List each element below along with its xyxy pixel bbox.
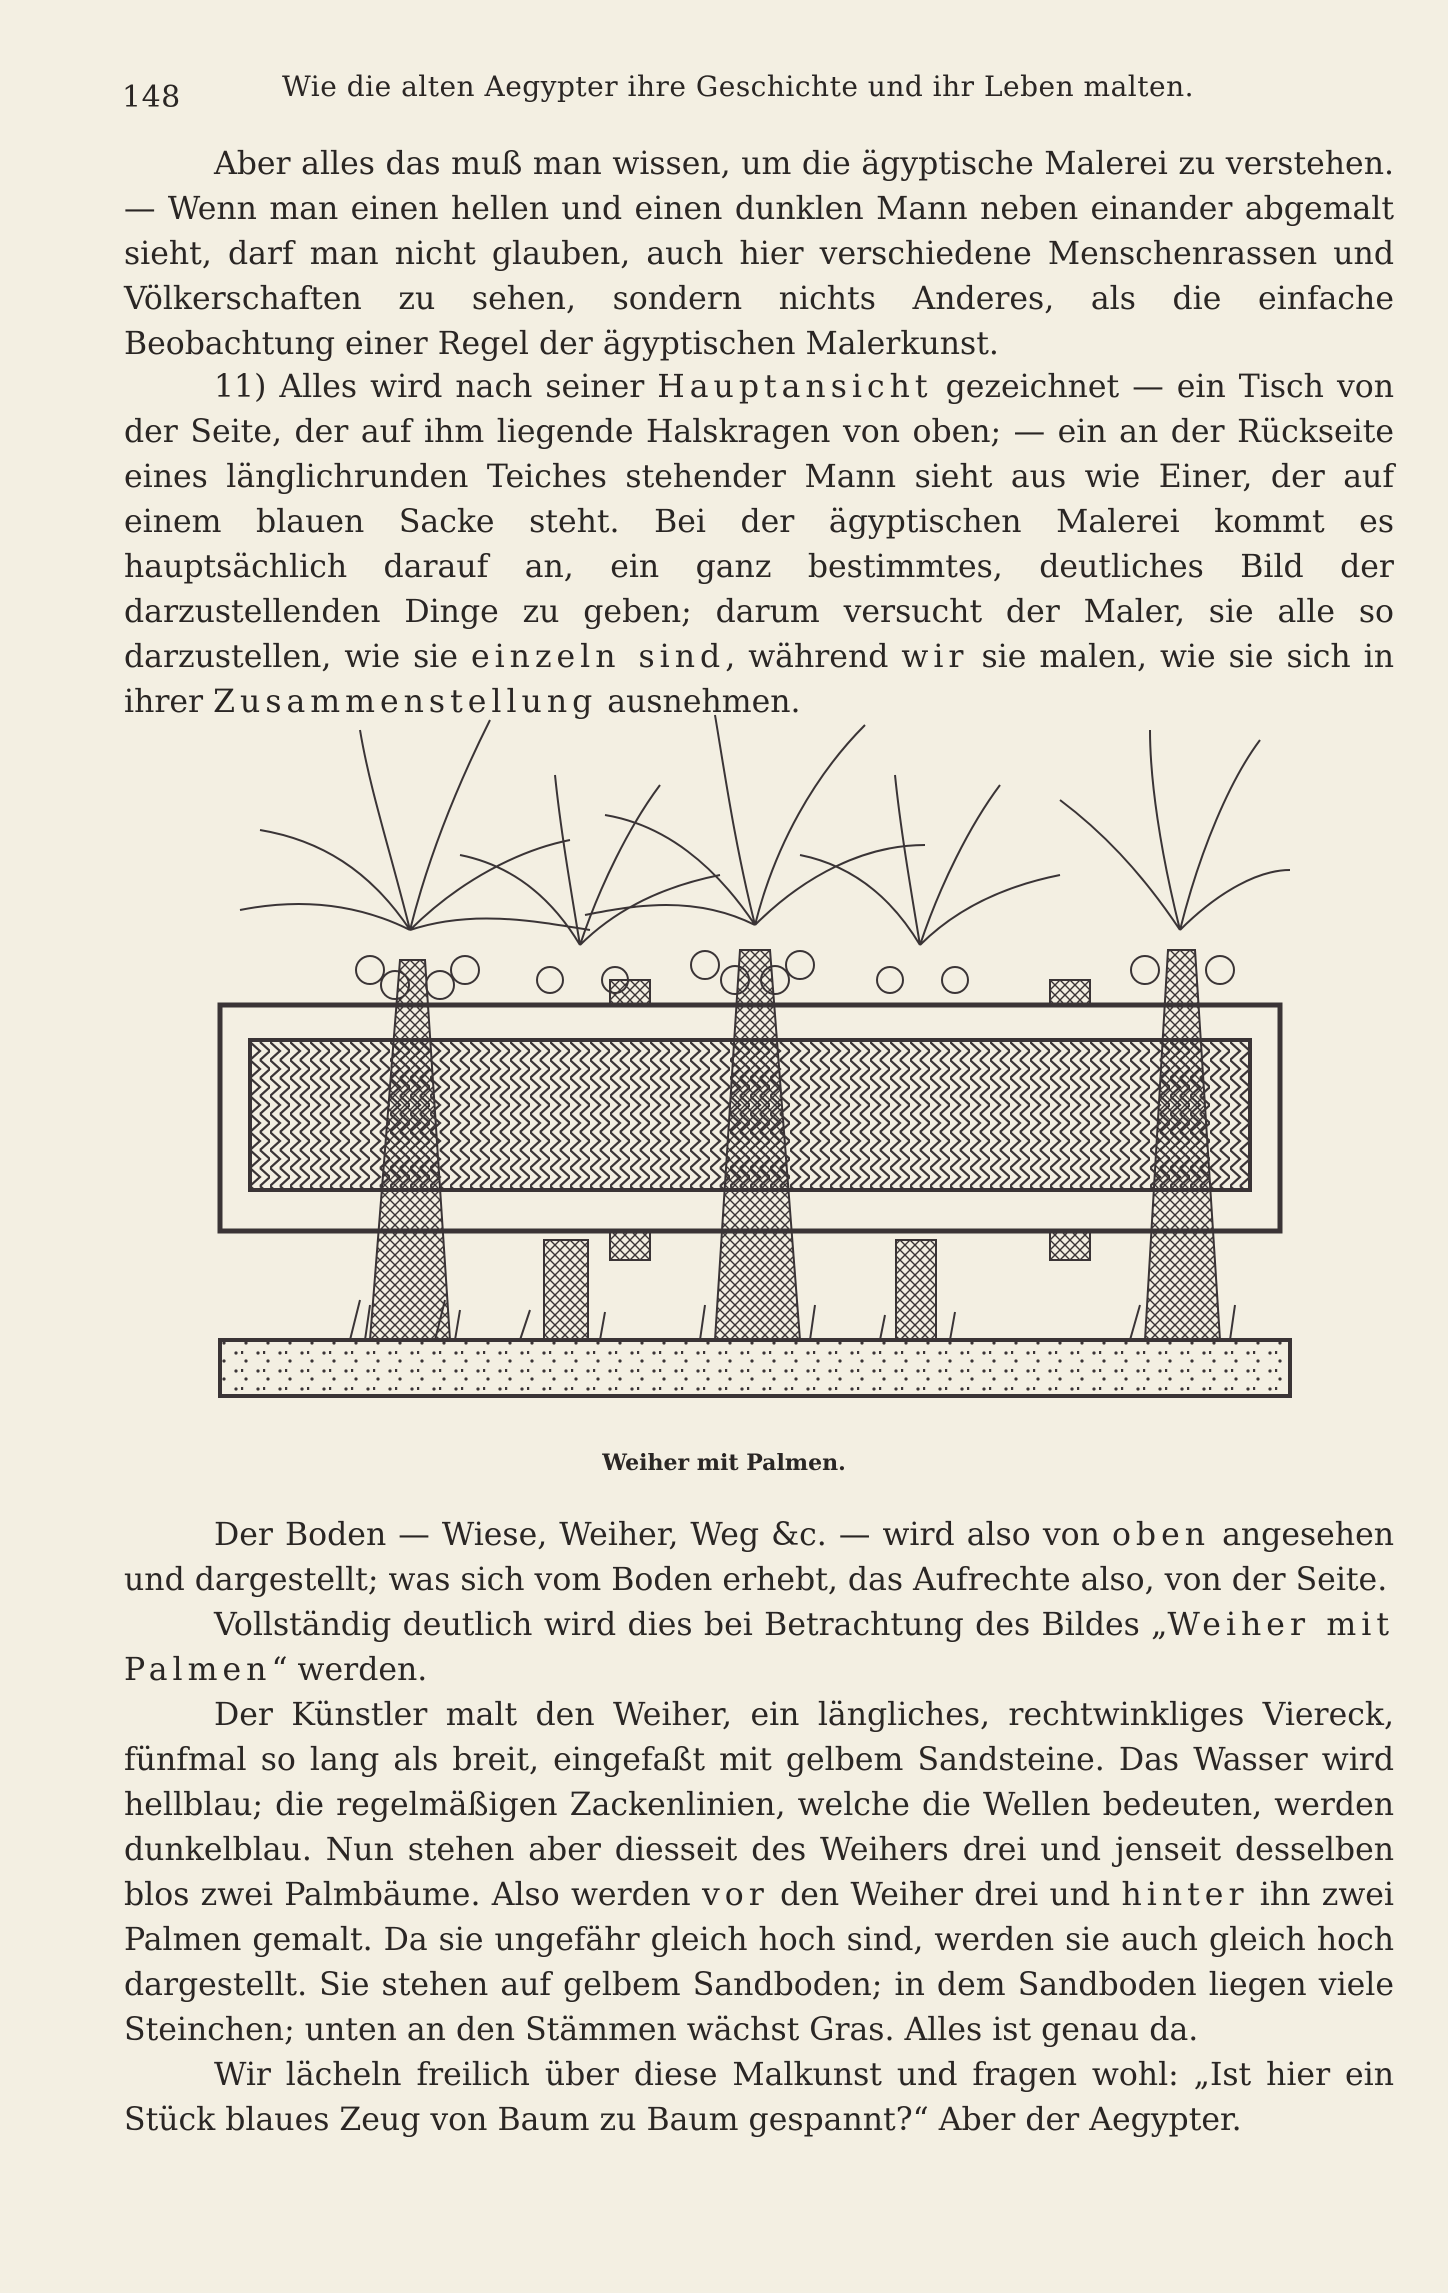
illustration-pond-with-palms <box>210 700 1310 1450</box>
text-run: , während <box>725 639 902 675</box>
text-run: Vollständig deutlich wird dies bei Betrachtung des Bildes „ <box>214 1607 1168 1643</box>
text-run: Der Künstler malt den Weiher, ein längliches, rechtwinkliges Viereck, fünfmal so lang als breit, eingefaßt mit gelbem Sandsteine. Das Wasser wird hellblau; die regelmäßigen Zackenlinien, welche die Wellen bedeuten, werden dunkelblau. Nun stehen aber diesseit des Weihers drei und jenseit desselben blos zwei Palmbäume. Also werden <box>124 1697 1394 1913</box>
figure-caption: Weiher mit Palmen. <box>602 1450 846 1476</box>
paragraph-1 <box>124 142 1394 367</box>
emphasis-weiher-mit-palmen: Weiher mit Palmen <box>124 1607 1394 1688</box>
emphasis-oben: oben <box>1111 1517 1211 1553</box>
text-run: ausnehmen. <box>597 684 801 720</box>
paragraph-1-text: Aber alles das muß man wissen, um die ägyptische Malerei zu verstehen. — Wenn man einen hellen und einen dunklen Mann neben einander abgemalt sieht, darf man nicht glauben, auch hier verschiedene Menschenrassen und Völkerschaften zu sehen, sondern nichts Anderes, als die einfache Beobachtung einer Regel der ägyptischen Malerkunst. <box>124 146 1394 362</box>
running-title: Wie die alten Aegypter ihre Geschichte und ihr Leben malten. <box>282 70 1194 103</box>
page-header <box>122 62 1232 115</box>
emphasis-vor: vor <box>702 1877 769 1913</box>
text-run: den Weiher drei und <box>768 1877 1122 1913</box>
emphasis-einzeln-sind: einzeln sind <box>470 639 726 675</box>
text-run: 11) Alles wird nach seiner <box>214 369 658 405</box>
paragraph-4 <box>124 1603 1394 1693</box>
text-run: Der Boden — Wiese, Weiher, Weg &c. — wird also von <box>214 1517 1112 1553</box>
text-run: gezeichnet — ein Tisch von der Seite, der auf ihm liegende Halskragen von oben; — ein an der Rückseite eines länglichrunden Teiches stehender Mann sieht aus wie Einer, der auf einem blauen Sacke steht. Bei der ägyptischen Malerei kommt es hauptsächlich darauf an, ein ganz bestimmtes, deutliches Bild der darzustellenden Dinge zu geben; darum versucht der Maler, sie alle so darzustellen, wie sie <box>124 369 1394 675</box>
text-run: angesehen und dargestellt; was sich vom Boden erhebt, das Aufrechte also, von der Seite. <box>124 1517 1394 1598</box>
paragraph-6-text: Wir lächeln freilich über diese Malkunst und fragen wohl: „Ist hier ein Stück blaues Zeug von Baum zu Baum gespannt?“ Aber der Aegypter. <box>124 2057 1394 2138</box>
page-number: 148 <box>122 80 181 115</box>
emphasis-wir: wir <box>901 639 969 675</box>
emphasis-hauptansicht: Hauptansicht <box>657 369 933 405</box>
emphasis-hinter: hinter <box>1121 1877 1249 1913</box>
paragraph-5 <box>124 1693 1394 2053</box>
sand-ground <box>220 1340 1290 1396</box>
text-run: “ werden. <box>271 1652 428 1688</box>
paragraph-3 <box>124 1513 1394 1603</box>
text-run: ihn zwei Palmen gemalt. Da sie ungefähr gleich hoch sind, werden sie auch gleich hoch dargestellt. Sie stehen auf gelbem Sandboden; in dem Sandboden liegen viele Steinchen; unten an den Stämmen wächst Gras. Alles ist genau da. <box>124 1877 1394 2048</box>
paragraph-2 <box>124 365 1394 725</box>
text-run: sie malen, wie sie sich in ihrer <box>124 639 1394 720</box>
emphasis-zusammenstellung: Zusammenstellung <box>213 684 598 720</box>
paragraph-6 <box>124 2053 1394 2143</box>
